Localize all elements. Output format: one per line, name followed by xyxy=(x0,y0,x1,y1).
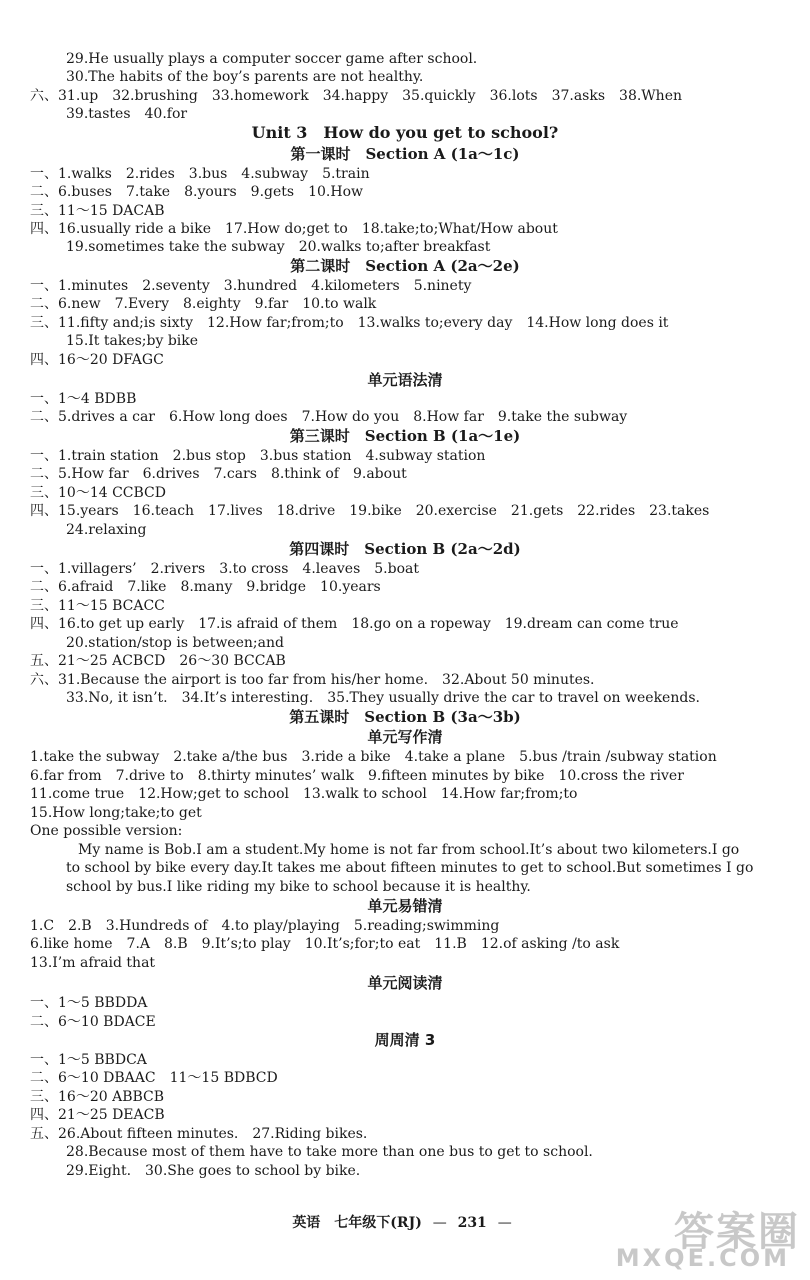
answer-line: 五、26.About fifteen minutes. 27.Riding bikes. xyxy=(30,1126,368,1142)
section-subtitle: 单元写作清 xyxy=(367,728,443,746)
answer-line: 30.The habits of the boy’s parents are not healthy. xyxy=(66,69,424,85)
answer-line: 二、6.buses 7.take 8.yours 9.gets 10.How xyxy=(30,184,363,200)
answer-line: 五、21～25 ACBCD 26～30 BCCAB xyxy=(30,653,286,669)
answer-line: 15.It takes;by bike xyxy=(66,333,199,349)
answer-line: 二、5.drives a car 6.How long does 7.How do you 8.How far 9.take the subway xyxy=(30,409,628,425)
page-footer: 英语 七年级下(RJ) — 231 — xyxy=(292,1215,512,1231)
answer-line: 六、31.up 32.brushing 33.homework 34.happy 35.quickly 36.lots 37.asks 38.When xyxy=(30,88,683,104)
answer-line: 四、21～25 DEACB xyxy=(30,1107,165,1123)
section-title: 第四课时 Section B (2a～2d) xyxy=(289,540,521,558)
answer-line: 19.sometimes take the subway 20.walks to;after breakfast xyxy=(66,239,491,255)
answer-line: 四、16.to get up early 17.is afraid of them 18.go on a ropeway 19.dream can come true xyxy=(30,616,679,632)
answer-line: 29.He usually plays a computer soccer game after school. xyxy=(66,51,478,67)
answer-line: 二、6.afraid 7.like 8.many 9.bridge 10.years xyxy=(30,579,381,595)
section-title: 第一课时 Section A (1a～1c) xyxy=(290,145,520,163)
essay-line: school by bus.I like riding my bike to school because it is healthy. xyxy=(66,879,531,895)
answer-line: 三、10～14 CCBCD xyxy=(30,485,166,501)
answer-line: One possible version: xyxy=(30,823,183,839)
answer-line: 6.far from 7.drive to 8.thirty minutes’ walk 9.fifteen minutes by bike 10.cross the river xyxy=(30,768,684,784)
answer-line: 1.C 2.B 3.Hundreds of 4.to play/playing 5.reading;swimming xyxy=(30,918,500,934)
section-title: 单元语法清 xyxy=(367,371,443,389)
answer-line: 四、15.years 16.teach 17.lives 18.drive 19.bike 20.exercise 21.gets 22.rides 23.takes xyxy=(30,503,710,519)
page-number: 231 xyxy=(457,1215,487,1231)
answer-line: 15.How long;take;to get xyxy=(30,805,202,821)
answer-line: 29.Eight. 30.She goes to school by bike. xyxy=(66,1163,361,1179)
answer-line: 三、16～20 ABBCB xyxy=(30,1089,165,1105)
answer-line: 三、11～15 DACAB xyxy=(30,203,165,219)
answer-line: 四、16.usually ride a bike 17.How do;get to 18.take;to;What/How about xyxy=(30,221,558,237)
answer-line: 28.Because most of them have to take more than one bus to get to school. xyxy=(66,1144,593,1160)
footer-subject: 英语 七年级下(RJ) xyxy=(292,1215,422,1231)
section-title: 第三课时 Section B (1a～1e) xyxy=(289,427,521,445)
section-title: 单元易错清 xyxy=(367,897,443,915)
answer-line: 三、11.fifty and;is sixty 12.How far;from;to 13.walks to;every day 14.How long does it xyxy=(30,315,669,331)
answer-line: 24.relaxing xyxy=(66,522,147,538)
answer-line: 一、1.villagers’ 2.rivers 3.to cross 4.leaves 5.boat xyxy=(30,561,419,577)
watermark-url: MXQE.COM xyxy=(615,1244,790,1272)
answer-line: 33.No, it isn’t. 34.It’s interesting. 35.They usually drive the car to travel on weekends. xyxy=(66,690,700,706)
watermark-logo: 答案圈 xyxy=(674,1209,800,1255)
answer-line: 二、6～10 DBAAC 11～15 BDBCD xyxy=(30,1070,278,1086)
answer-line: 四、16～20 DFAGC xyxy=(30,352,164,368)
answer-line: 六、31.Because the airport is too far from his/her home. 32.About 50 minutes. xyxy=(30,672,595,688)
answer-line: 二、6.new 7.Every 8.eighty 9.far 10.to walk xyxy=(30,296,377,312)
answer-line: 三、11～15 BCACC xyxy=(30,598,165,614)
section-title: 单元阅读清 xyxy=(367,974,443,992)
answer-line: 一、1～4 BDBB xyxy=(30,391,137,407)
answer-line: 一、1.minutes 2.seventy 3.hundred 4.kilometers 5.ninety xyxy=(30,278,472,294)
answer-line: 一、1～5 BBDCA xyxy=(30,1052,147,1068)
essay-line: My name is Bob.I am a student.My home is not far from school.It’s about two kilometers.I go xyxy=(78,842,740,858)
answer-line: 二、6～10 BDACE xyxy=(30,1014,156,1030)
unit-title: Unit 3 How do you get to school? xyxy=(251,123,559,142)
section-title: 第二课时 Section A (2a～2e) xyxy=(290,257,520,275)
answer-line: 一、1.walks 2.rides 3.bus 4.subway 5.train xyxy=(30,166,370,182)
answer-line: 一、1.train station 2.bus stop 3.bus station 4.subway station xyxy=(30,448,486,464)
answer-line: 二、5.How far 6.drives 7.cars 8.think of 9.about xyxy=(30,466,407,482)
answer-line: 11.come true 12.How;get to school 13.walk to school 14.How far;from;to xyxy=(30,786,578,802)
answer-line: 1.take the subway 2.take a/the bus 3.ride a bike 4.take a plane 5.bus /train /subway station xyxy=(30,749,717,765)
essay-line: to school by bike every day.It takes me about fifteen minutes to get to school.But sometimes I go xyxy=(66,860,754,876)
answer-line: 一、1～5 BBDDA xyxy=(30,995,148,1011)
answer-line: 39.tastes 40.for xyxy=(66,106,188,122)
answer-line: 13.I’m afraid that xyxy=(30,955,156,971)
answer-line: 20.station/stop is between;and xyxy=(66,635,284,651)
section-title: 周周清 3 xyxy=(374,1031,436,1049)
answer-line: 6.like home 7.A 8.B 9.It’s;to play 10.It’s;for;to eat 11.B 12.of asking /to ask xyxy=(30,936,620,952)
section-title: 第五课时 Section B (3a～3b) xyxy=(289,708,521,726)
